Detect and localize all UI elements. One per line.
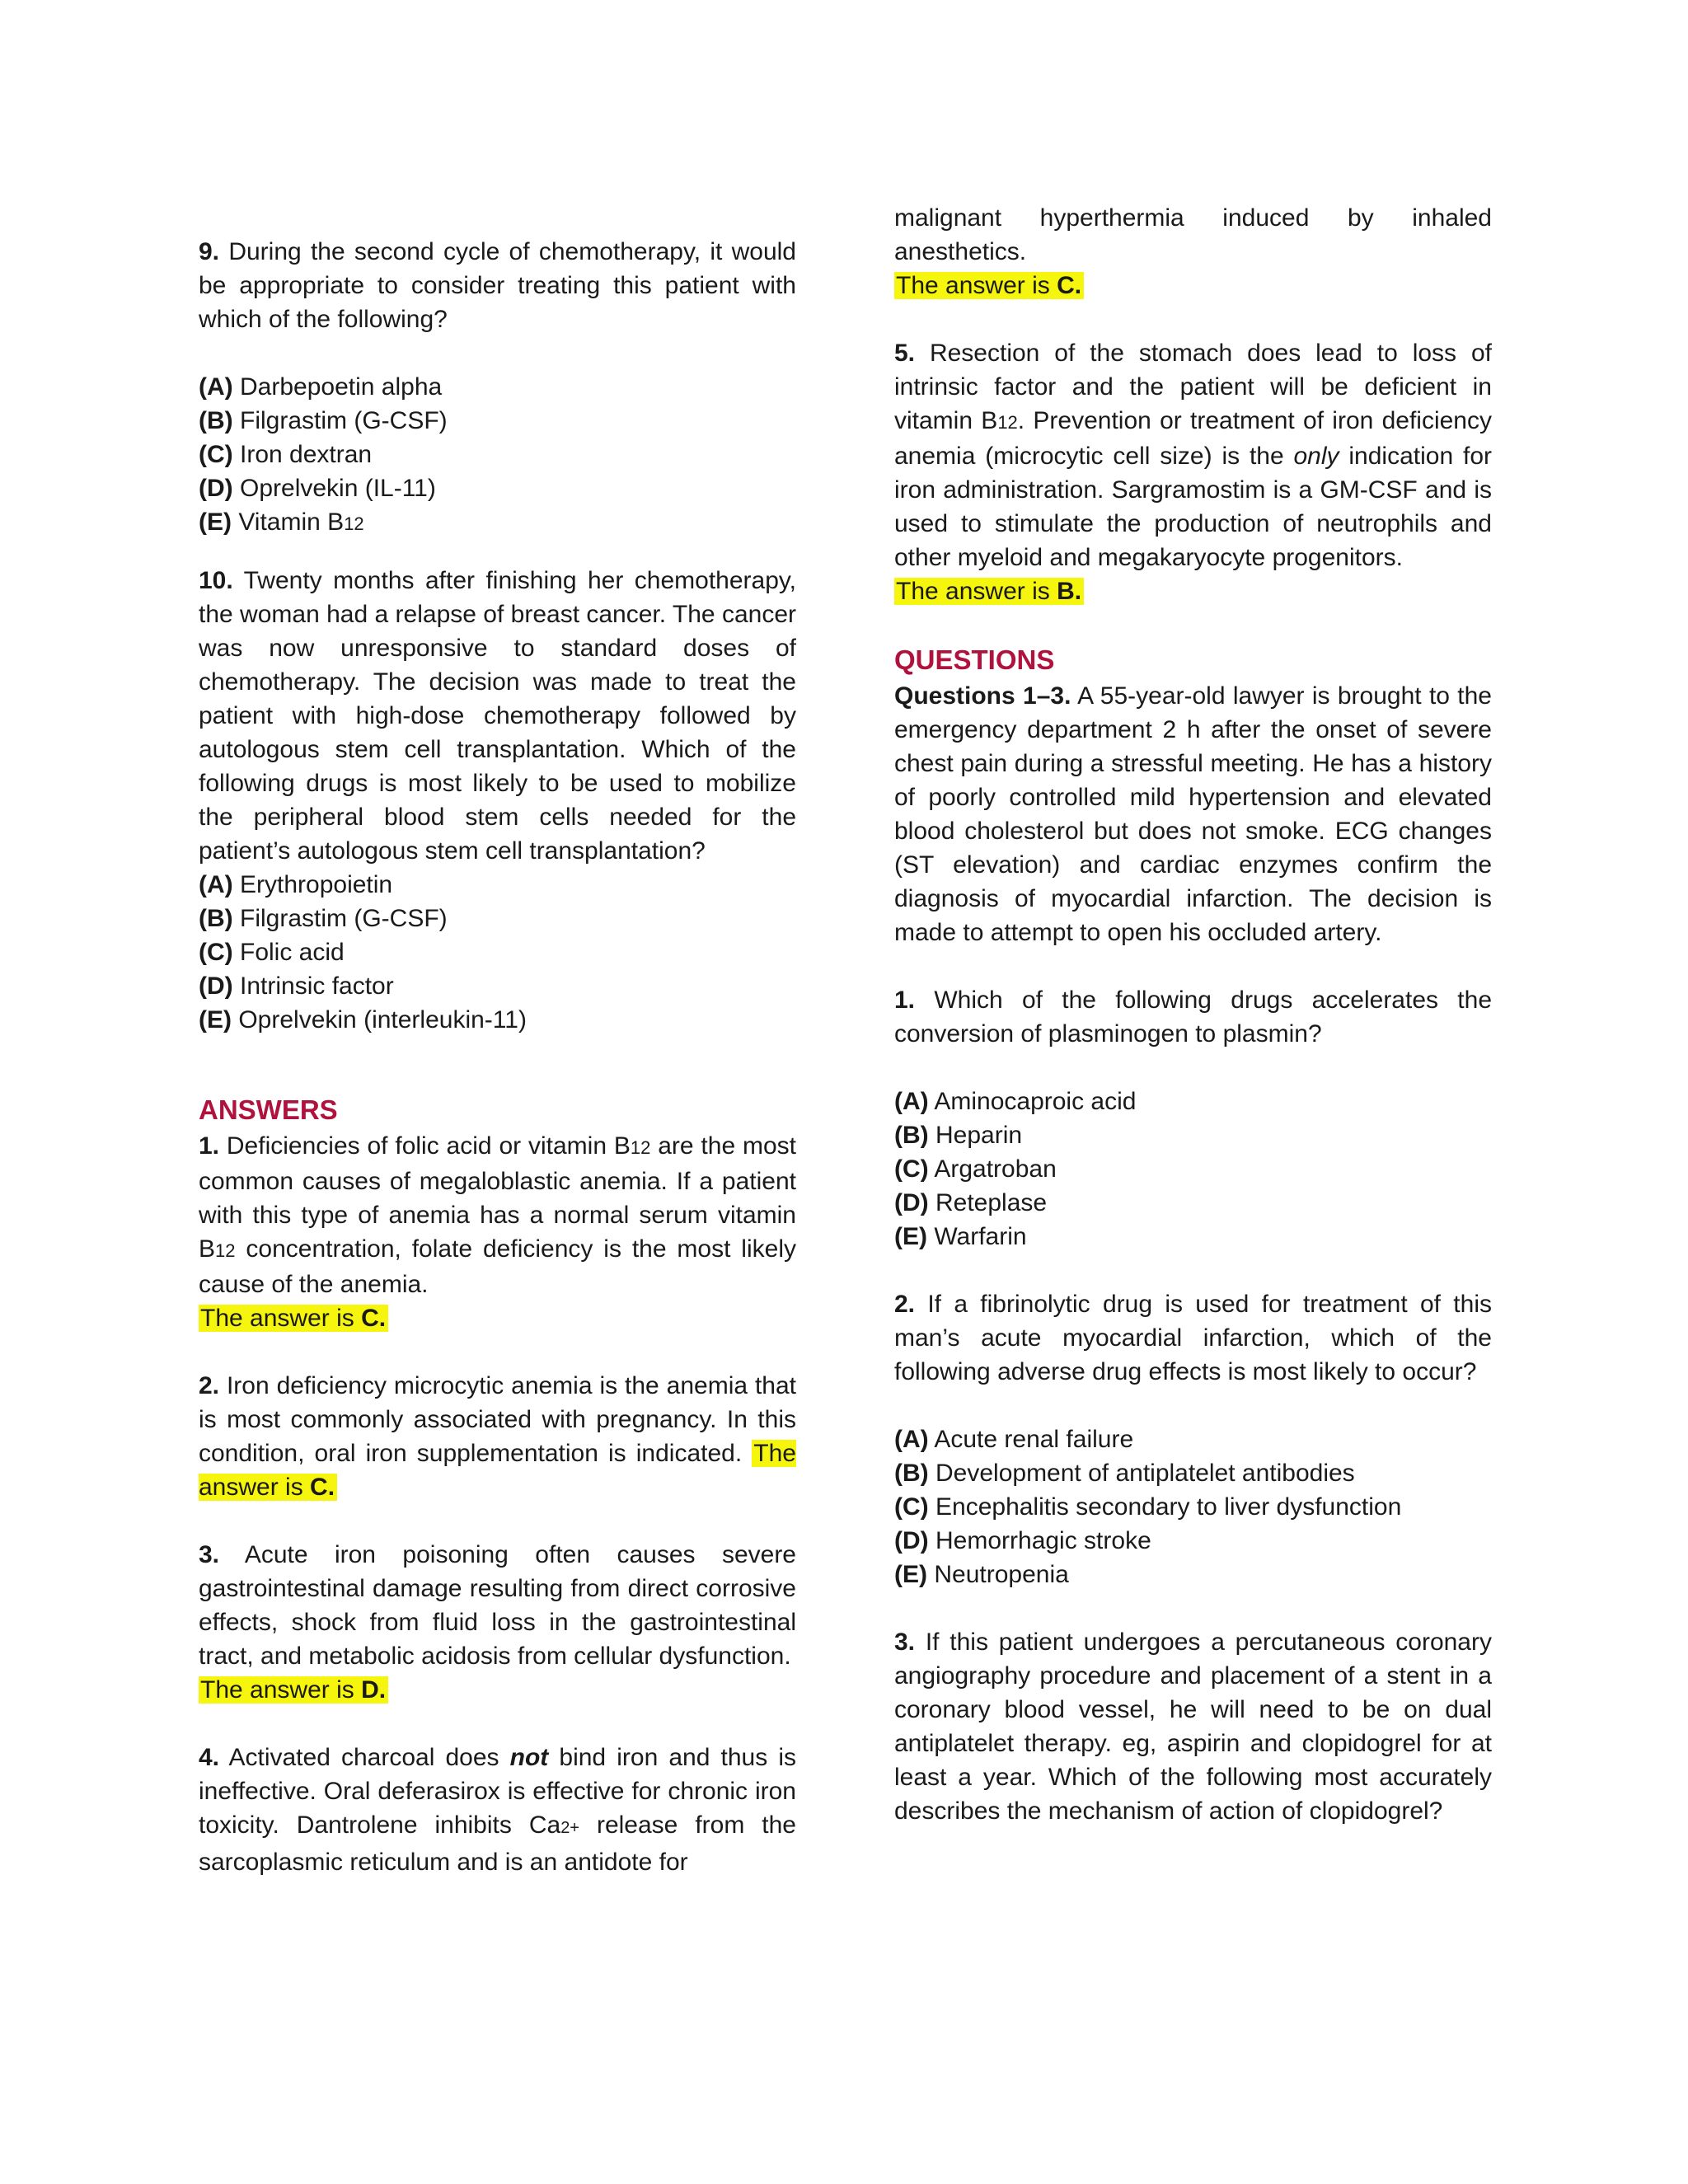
answer-highlight: The answer is C.: [894, 272, 1084, 299]
question-3: 3. If this patient undergoes a percutaneous coronary angiography procedure and placement of a stent in a coronary blood vessel, he will need to be on dual antiplatelet therapy. eg, aspirin and clopidogrel for at least a year. Which of the following most accurately describes the mechanism of action of clopidogrel?: [894, 1629, 1492, 1825]
option-a: (A) Aminocaproic acid: [894, 1088, 1137, 1115]
answer-2: 2. Iron deficiency microcytic anemia is the anemia that is most commonly associated with pregnancy. In this condition, oral iron supplementation is indicated. The answer is C.: [199, 1372, 796, 1501]
answer-4-key: [894, 269, 1492, 302]
option-b: (B) Development of antiplatelet antibodies: [894, 1460, 1355, 1487]
question-2-options: [894, 1422, 1492, 1591]
option-d: (D) Reteplase: [894, 1189, 1048, 1216]
answer-highlight: The answer is C.: [199, 1440, 796, 1501]
answer-5-key: [894, 574, 1492, 608]
answers-heading: ANSWERS: [199, 1094, 338, 1125]
answer-highlight: The answer is C.: [199, 1305, 388, 1332]
question-9-options: [199, 370, 796, 541]
question-2: 2. If a fibrinolytic drug is used for treatment of this man’s acute myocardial infarction, which of the following adverse drug effects is most likely to occur?: [894, 1291, 1492, 1385]
question-number: 9.: [199, 238, 220, 265]
questions-heading: QUESTIONS: [894, 644, 1055, 675]
option-e: (E) Neutropenia: [894, 1561, 1069, 1588]
option-c: (C) Encephalitis secondary to liver dysfunction: [894, 1493, 1402, 1521]
question-9: [199, 235, 796, 336]
answer-highlight: The answer is B.: [894, 578, 1084, 605]
option-a: (A) Darbepoetin alpha: [199, 373, 443, 401]
answer-5: 5. Resection of the stomach does lead to loss of intrinsic factor and the patient will be deficient in vitamin B12. Prevention or treatment of iron deficiency anemia (microcytic cell size) is the only indication for iron administration. Sargramostim is a GM-CSF and is used to stimulate the production of neutrophils and other myeloid and megakaryocyte progenitors.: [894, 340, 1492, 571]
option-c: (C) Folic acid: [199, 939, 345, 966]
option-c: (C) Iron dextran: [199, 441, 373, 468]
questions-intro: Questions 1–3. A 55-year-old lawyer is brought to the emergency department 2 h after the onset of severe chest pain during a stressful meeting. He has a history of poorly controlled mild hypertension and elevated blood cholesterol but does not smoke. ECG changes (ST elevation) and cardiac enzymes confirm the diagnosis of myocardial infarction. The decision is made to attempt to open his occluded artery.: [894, 682, 1492, 946]
answer-3-key: [199, 1673, 796, 1707]
answer-4: 4. Activated charcoal does not bind iron and thus is ineffective. Oral deferasirox is effective for chronic iron toxicity. Dantrolene inhibits Ca2+ release from the sarcoplasmic reticulum and is an antidote for: [199, 1744, 796, 1876]
question-text: During the second cycle of chemotherapy, it would be appropriate to consider treating this patient with which of the following?: [199, 238, 796, 333]
question-number: 10.: [199, 567, 233, 594]
left-column: [199, 235, 796, 1879]
answer-1: 1. Deficiencies of folic acid or vitamin B12 are the most common causes of megaloblastic anemia. If a patient with this type of anemia has a normal serum vitamin B12 concentration, folate deficiency is the most likely cause of the anemia.: [199, 1132, 796, 1298]
option-b: (B) Filgrastim (G-CSF): [199, 407, 448, 434]
question-10: [199, 564, 796, 868]
option-a: (A) Acute renal failure: [894, 1426, 1134, 1453]
question-1-options: [894, 1085, 1492, 1254]
question-10-options: [199, 868, 796, 1037]
right-column: [894, 201, 1492, 1828]
option-d: (D) Hemorrhagic stroke: [894, 1527, 1151, 1554]
answer-4-continued: malignant hyperthermia induced by inhaled anesthetics.: [894, 204, 1492, 265]
question-1: 1. Which of the following drugs accelerates the conversion of plasminogen to plasmin?: [894, 987, 1492, 1047]
option-e: (E) Warfarin: [894, 1223, 1027, 1250]
question-text: Twenty months after finishing her chemotherapy, the woman had a relapse of breast cancer. The cancer was now unresponsive to standard doses of chemotherapy. The decision was made to treat the patient with high-dose chemotherapy followed by autologous stem cell transplantation. Which of the following drugs is most likely to be used to mobilize the peripheral blood stem cells needed for the patient’s autologous stem cell transplantation?: [199, 567, 797, 865]
option-d: (D) Intrinsic factor: [199, 972, 394, 1000]
option-e: (E) Vitamin B12: [199, 509, 364, 536]
answer-1-key: [199, 1301, 796, 1335]
option-e: (E) Oprelvekin (interleukin-11): [199, 1006, 527, 1033]
option-d: (D) Oprelvekin (IL-11): [199, 475, 436, 502]
option-b: (B) Filgrastim (G-CSF): [199, 905, 448, 932]
answer-3: 3. Acute iron poisoning often causes severe gastrointestinal damage resulting from direct corrosive effects, shock from fluid loss in the gastrointestinal tract, and metabolic acidosis from cellular dysfunction.: [199, 1541, 796, 1670]
option-c: (C) Argatroban: [894, 1155, 1057, 1183]
option-a: (A) Erythropoietin: [199, 871, 393, 898]
option-b: (B) Heparin: [894, 1122, 1023, 1149]
answer-highlight: The answer is D.: [199, 1676, 388, 1704]
